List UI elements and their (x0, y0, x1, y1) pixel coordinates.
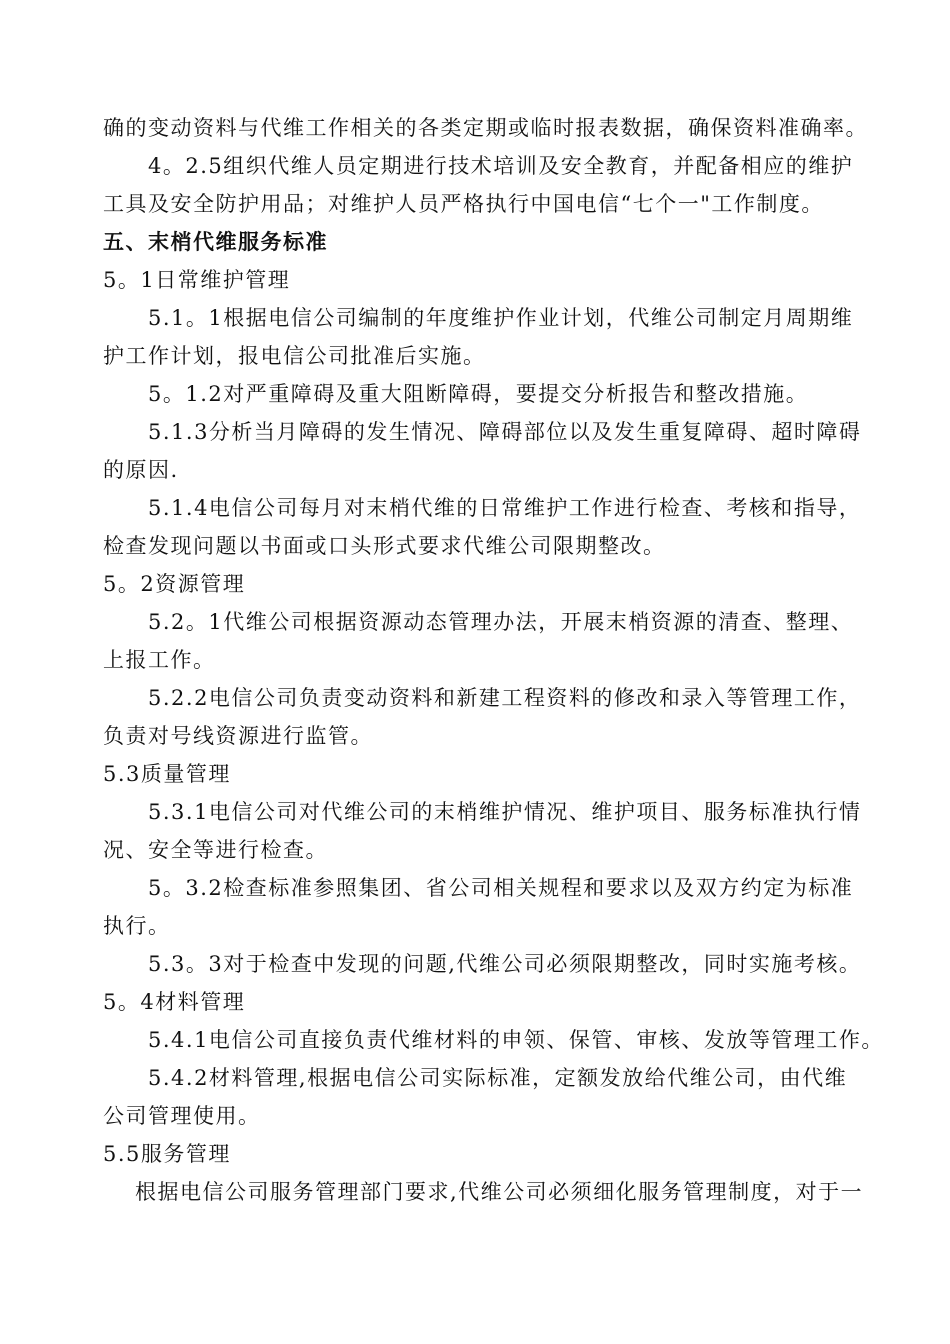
text-line: 确的变动资料与代维工作相关的各类定期或临时报表数据，确保资料准确率。 (103, 116, 868, 140)
text-line: 的原因. (103, 458, 179, 482)
text-line: 5.1。1根据电信公司编制的年度维护作业计划，代维公司制定月周期维 (148, 306, 854, 330)
text-line: 5.3.1电信公司对代维公司的末梢维护情况、维护项目、服务标准执行情 (148, 800, 862, 824)
text-line: 5.1.4电信公司每月对末梢代维的日常维护工作进行检查、考核和指导， (148, 496, 862, 520)
text-line: 5.4.2材料管理,根据电信公司实际标准，定额发放给代维公司，由代维 (148, 1066, 848, 1090)
text-line: 护工作计划，报电信公司批准后实施。 (103, 344, 486, 368)
text-line: 检查发现问题以书面或口头形式要求代维公司限期整改。 (103, 534, 666, 558)
text-line: 5.2.2电信公司负责变动资料和新建工程资料的修改和录入等管理工作， (148, 686, 862, 710)
text-line: 根据电信公司服务管理部门要求,代维公司必须细化服务管理制度，对于一 (135, 1180, 864, 1204)
text-line: 上报工作。 (103, 648, 216, 672)
subsection-heading: 5。1日常维护管理 (103, 268, 291, 292)
text-line: 5.2。1代维公司根据资源动态管理办法，开展末梢资源的清查、整理、 (148, 610, 854, 634)
text-line: 5.4.1电信公司直接负责代维材料的申领、保管、审核、发放等管理工作。 (148, 1028, 884, 1052)
subsection-heading: 5.3质量管理 (103, 762, 231, 786)
text-line: 执行。 (103, 914, 171, 938)
text-line: 5.1.3分析当月障碍的发生情况、障碍部位以及发生重复障碍、超时障碍 (148, 420, 862, 444)
text-line: 4。2.5组织代维人员定期进行技术培训及安全教育，并配备相应的维护 (148, 154, 854, 178)
subsection-heading: 5。4材料管理 (103, 990, 246, 1014)
subsection-heading: 5。2资源管理 (103, 572, 246, 596)
section-heading: 五、末梢代维服务标准 (103, 229, 328, 254)
text-line: 5.3。3对于检查中发现的问题,代维公司必须限期整改，同时实施考核。 (148, 952, 862, 976)
text-line: 公司管理使用。 (103, 1104, 261, 1128)
subsection-heading: 5.5服务管理 (103, 1142, 231, 1166)
text-line: 况、安全等进行检查。 (103, 838, 328, 862)
text-line: 负责对号线资源进行监管。 (103, 724, 373, 748)
text-line: 5。3.2检查标准参照集团、省公司相关规程和要求以及双方约定为标准 (148, 876, 854, 900)
text-line: 5。1.2对严重障碍及重大阻断障碍，要提交分析报告和整改措施。 (148, 382, 809, 406)
text-line: 工具及安全防护用品；对维护人员严格执行中国电信“七个一"工作制度。 (103, 192, 824, 216)
